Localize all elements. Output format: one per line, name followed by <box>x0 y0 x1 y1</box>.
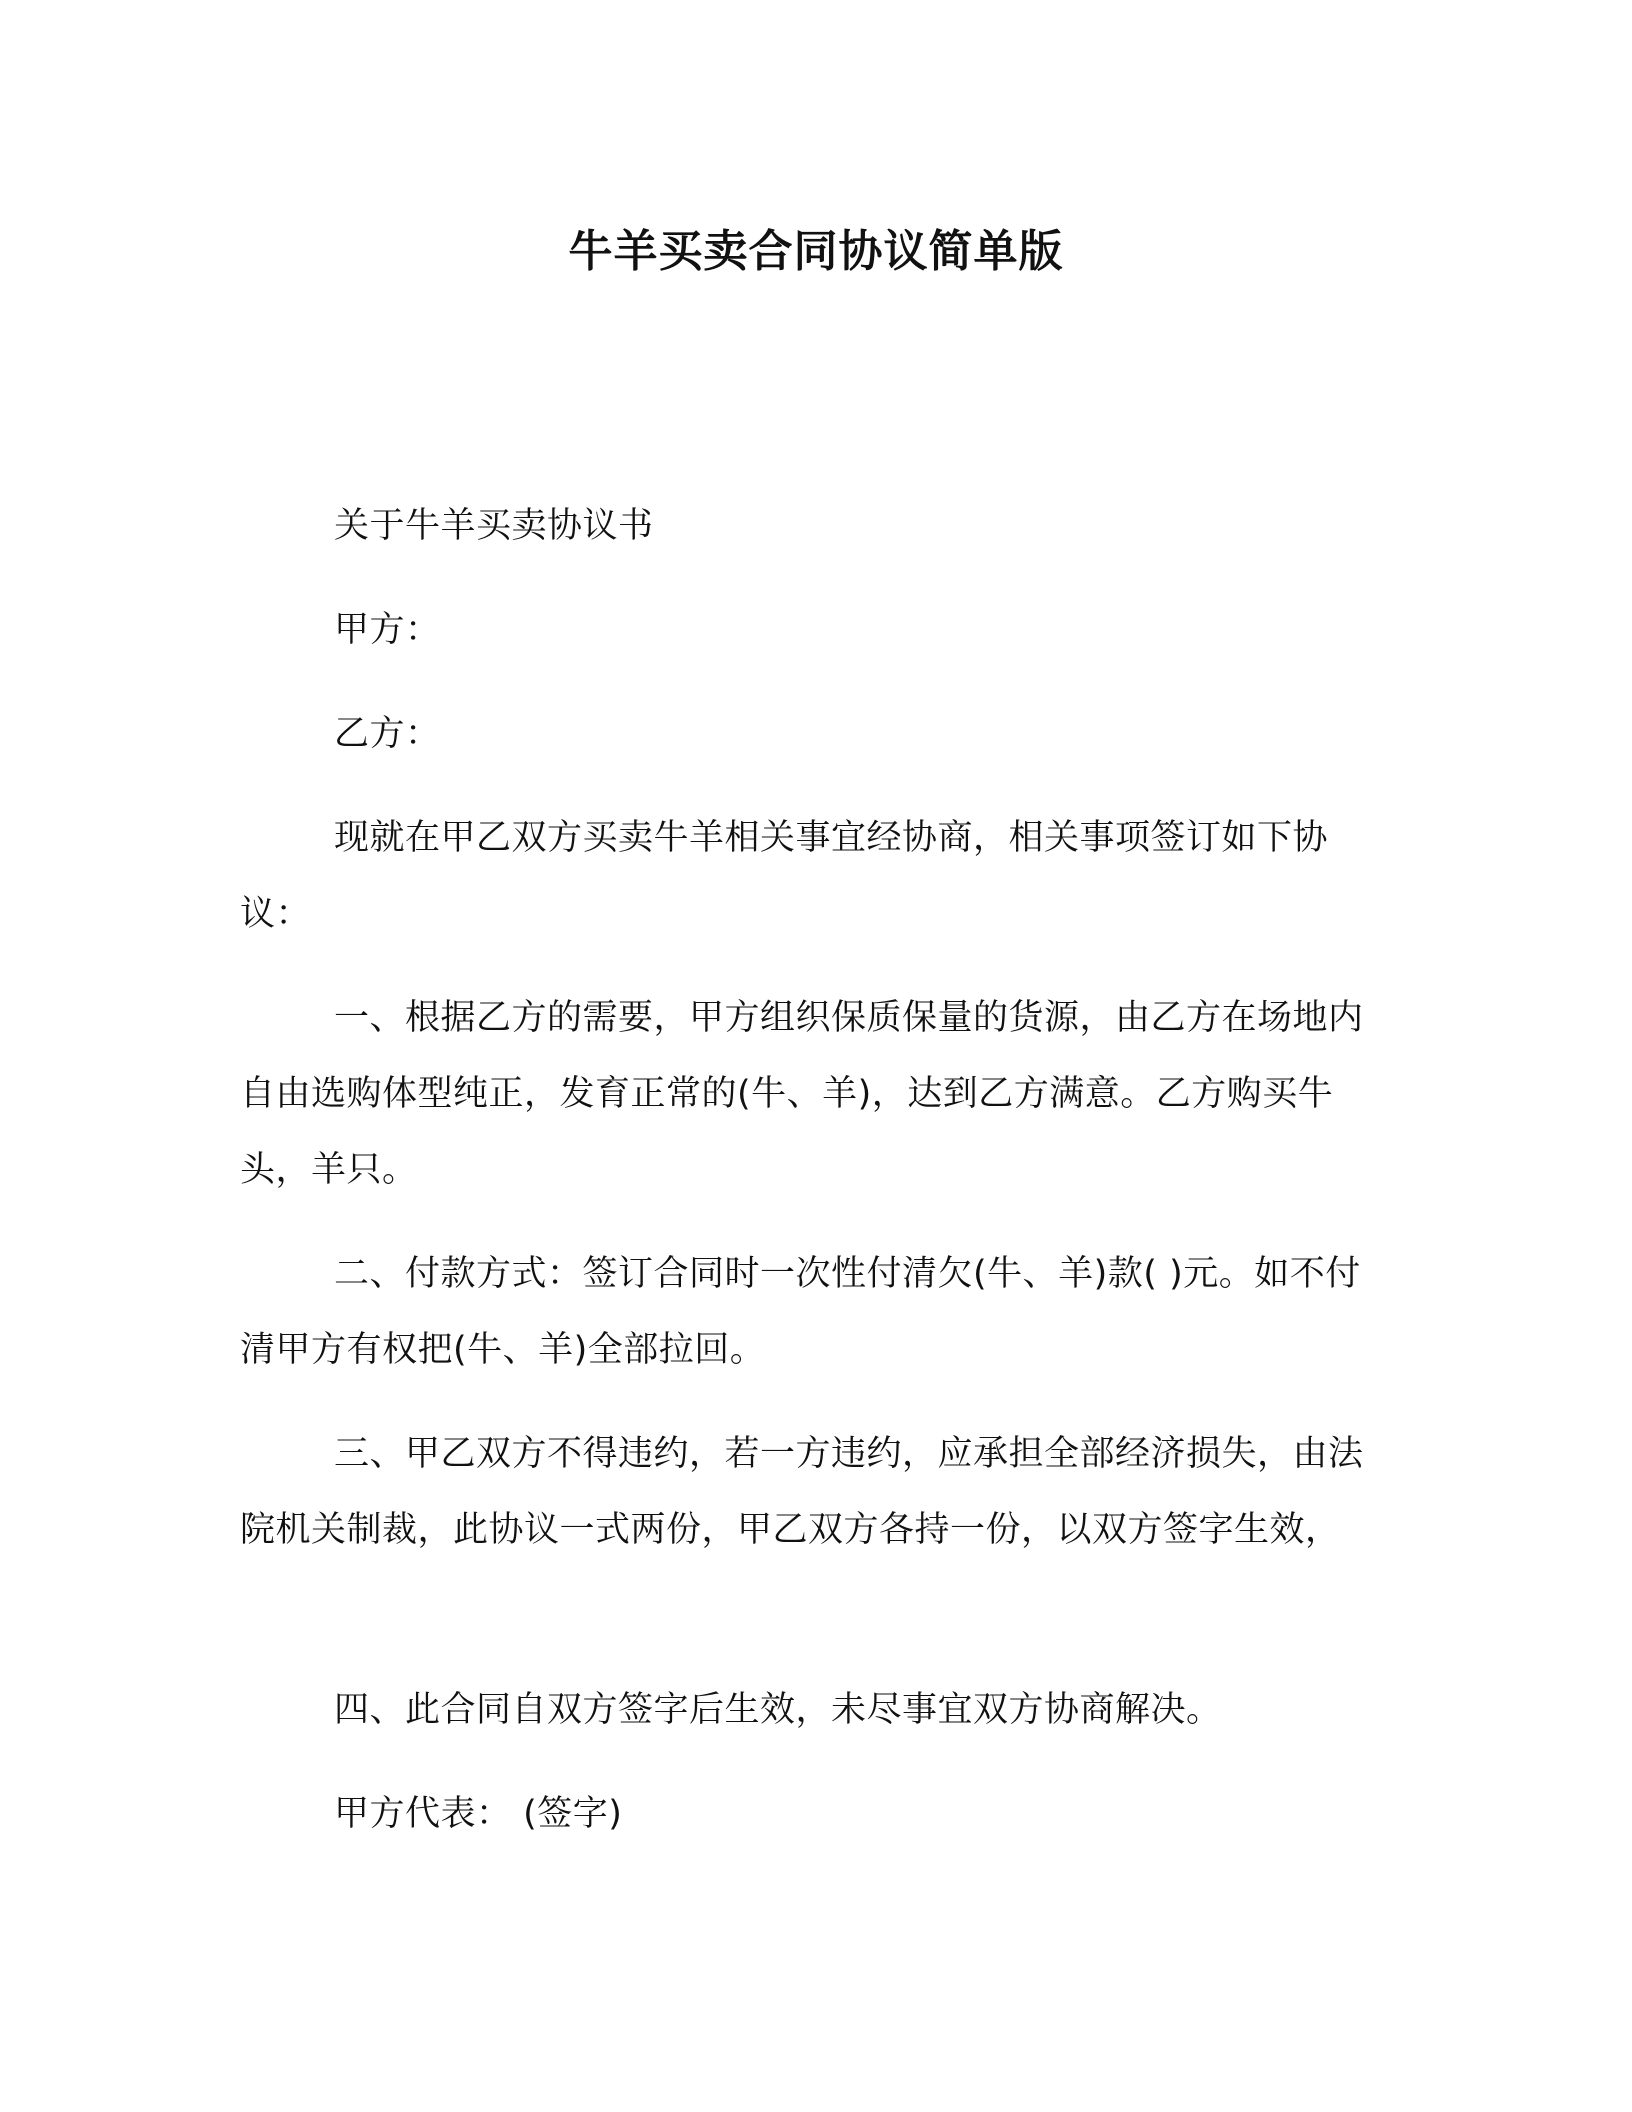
agreement-subtitle: 关于牛羊买卖协议书 <box>334 506 654 546</box>
clause-2: 二、付款方式：签订合同时一次性付清欠(牛、羊)款( )元。如不付清甲方有权把(牛、羊)全部拉回。 <box>240 1254 1361 1370</box>
party-a-label: 甲方： <box>334 610 441 650</box>
clause-4: 四、此合同自双方签字后生效，未尽事宜双方协商解决。 <box>334 1690 1222 1730</box>
intro-paragraph: 现就在甲乙双方买卖牛羊相关事宜经协商，相关事项签订如下协议： <box>240 818 1329 934</box>
party-b-label: 乙方： <box>334 714 441 754</box>
document-title: 牛羊买卖合同协议简单版 <box>568 226 1064 277</box>
party-a-signature-line: 甲方代表： (签字) <box>334 1794 623 1834</box>
clause-3: 三、甲乙双方不得违约，若一方违约，应承担全部经济损失，由法院机关制裁，此协议一式两份，甲乙双方各持一份，以双方签字生效， <box>240 1434 1364 1550</box>
clause-1: 一、根据乙方的需要，甲方组织保质保量的货源，由乙方在场地内自由选购体型纯正，发育正常的(牛、羊)，达到乙方满意。乙方购买牛头，羊只。 <box>240 998 1364 1190</box>
